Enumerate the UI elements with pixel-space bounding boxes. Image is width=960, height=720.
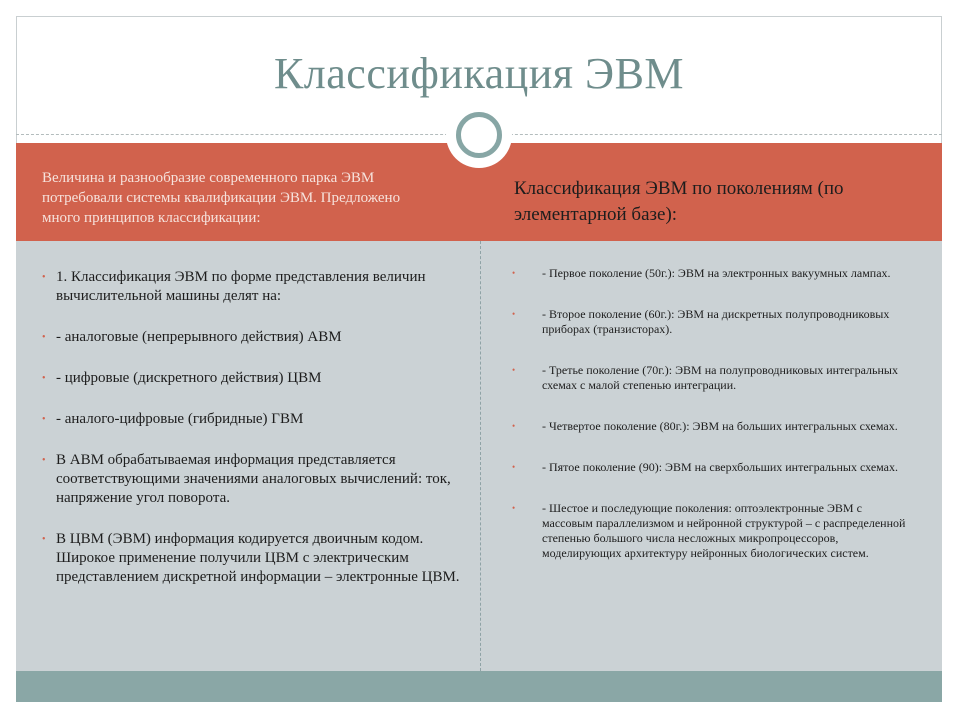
slide-title: Классификация ЭВМ bbox=[273, 49, 685, 98]
list-item bbox=[42, 451, 462, 508]
bullet-icon: • bbox=[42, 332, 46, 343]
circle-ornament-icon bbox=[456, 112, 502, 158]
list-item bbox=[512, 307, 912, 337]
list-item-text: В ЦВМ (ЭВМ) информация кодируется двоичным кодом. Широкое применение получили ЦВМ с электрическим представлением дискретной информации – электронные ЦВМ. bbox=[56, 531, 460, 585]
left-bullet-list bbox=[42, 268, 462, 609]
list-item bbox=[512, 419, 912, 434]
list-item-text: - Четвертое поколение (80г.): ЭВМ на больших интегральных схемах. bbox=[542, 419, 898, 433]
list-item bbox=[512, 363, 912, 393]
right-column-heading: Классификация ЭВМ по поколениям (по элементарной базе): bbox=[514, 178, 844, 225]
bullet-icon: • bbox=[512, 268, 516, 278]
column-divider bbox=[480, 241, 481, 671]
list-item-text: - Третье поколение (70г.): ЭВМ на полупроводниковых интегральных схемах с малой степенью интеграции. bbox=[542, 363, 898, 392]
list-item-text: - Пятое поколение (90): ЭВМ на сверхбольших интегральных схемах. bbox=[542, 460, 898, 474]
bullet-icon: • bbox=[512, 503, 516, 513]
list-item bbox=[42, 268, 462, 306]
bullet-icon: • bbox=[512, 365, 516, 375]
bullet-icon: • bbox=[42, 534, 46, 545]
footer-band bbox=[16, 671, 942, 702]
list-item-text: 1. Классификация ЭВМ по форме представления величин вычислительной машины делят на: bbox=[56, 269, 426, 304]
list-item-text: В АВМ обрабатываемая информация представляется соответствующими значениями аналоговых вычислений: ток, напряжение угол поворота. bbox=[56, 452, 451, 506]
bullet-icon: • bbox=[42, 272, 46, 283]
list-item-text: - Второе поколение (60г.): ЭВМ на дискретных полупроводниковых приборах (транзисторах). bbox=[542, 307, 890, 336]
list-item bbox=[42, 410, 462, 429]
list-item-text: - цифровые (дискретного действия) ЦВМ bbox=[56, 370, 322, 386]
bullet-icon: • bbox=[512, 309, 516, 319]
list-item bbox=[512, 501, 912, 561]
bullet-icon: • bbox=[42, 414, 46, 425]
list-item-text: - Шестое и последующие поколения: оптоэлектронные ЭВМ с массовым параллелизмом и нейронной структурой – с распределенной степенью большого числа несложных микропроцессоров, моделирующих архитектуру нейронных биологических систем. bbox=[542, 501, 906, 560]
list-item bbox=[512, 266, 912, 281]
left-column-heading: Величина и разнообразие современного парка ЭВМ потребовали системы квалификации ЭВМ. Предложено много принципов классификации: bbox=[42, 170, 401, 226]
list-item-text: - Первое поколение (50г.): ЭВМ на электронных вакуумных лампах. bbox=[542, 266, 891, 280]
bullet-icon: • bbox=[42, 373, 46, 384]
list-item-text: - аналого-цифровые (гибридные) ГВМ bbox=[56, 411, 304, 427]
right-bullet-list bbox=[512, 266, 912, 587]
list-item bbox=[42, 328, 462, 347]
list-item bbox=[512, 460, 912, 475]
bullet-icon: • bbox=[512, 462, 516, 472]
list-item bbox=[42, 369, 462, 388]
list-item bbox=[42, 530, 462, 587]
bullet-icon: • bbox=[42, 455, 46, 466]
bullet-icon: • bbox=[512, 421, 516, 431]
list-item-text: - аналоговые (непрерывного действия) АВМ bbox=[56, 329, 342, 345]
